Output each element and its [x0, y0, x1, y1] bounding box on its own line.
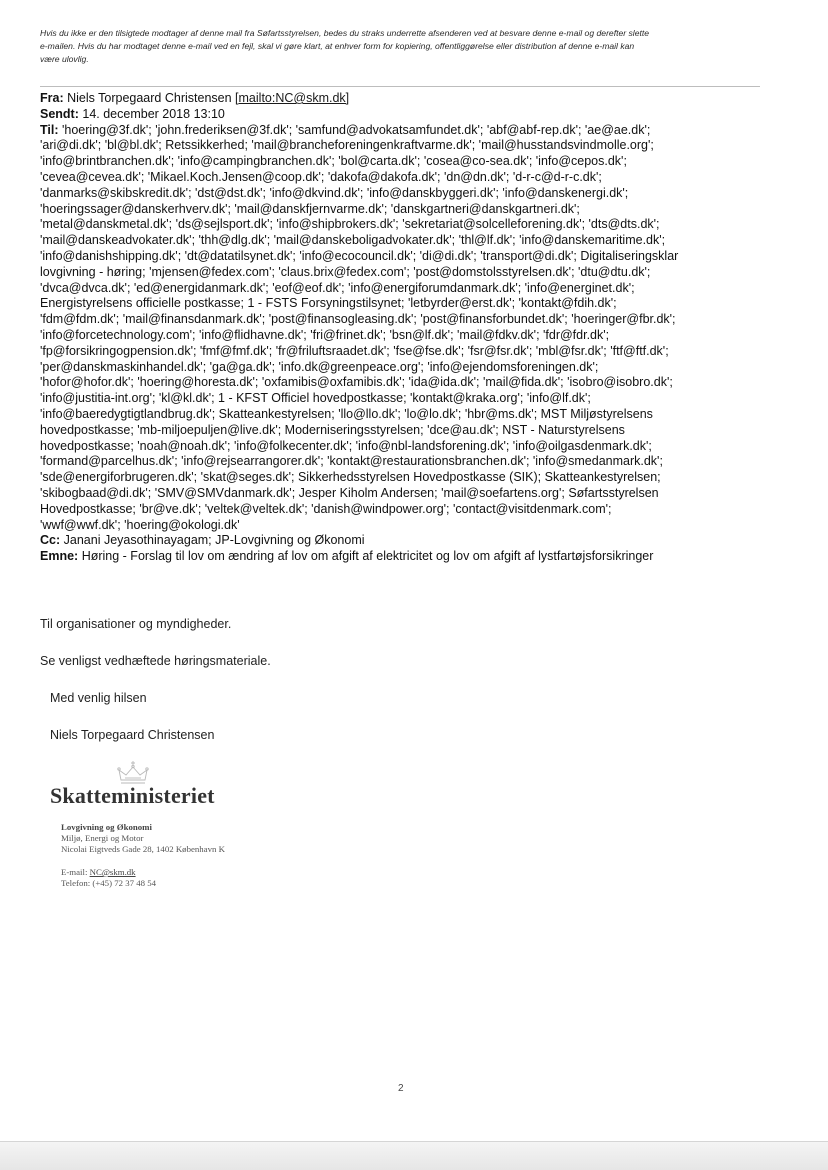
- to-line: 'info@justitia-int.org'; 'kl@kl.dk'; 1 - KFST Officiel hovedpostkasse; 'kontakt@kraka.org'; 'info@lf.dk';: [40, 391, 591, 406]
- signer-name: Niels Torpegaard Christensen: [50, 728, 215, 742]
- header-divider: [40, 86, 760, 87]
- from-label: Fra:: [40, 91, 64, 105]
- to-line: 'hofor@hofor.dk'; 'hoering@horesta.dk'; 'oxfamibis@oxfamibis.dk'; 'ida@ida.dk'; 'mail@fida.dk'; 'isobro@isobro.dk';: [40, 375, 673, 390]
- disclaimer-line: være ulovlig.: [40, 54, 89, 64]
- email-link[interactable]: NC@skm.dk: [89, 867, 136, 877]
- from-name: Niels Torpegaard Christensen: [67, 91, 232, 105]
- address: Nicolai Eigtveds Gade 28, 1402 København K: [61, 844, 225, 854]
- from-mailto-link[interactable]: [mailto:NC@skm.dk]: [235, 91, 350, 105]
- phone-label: Telefon:: [61, 878, 91, 888]
- subject-value: Høring - Forslag til lov om ændring af lov om afgift af elektricitet og lov om afgift af lystfartøjsforsikringer: [81, 549, 654, 564]
- to-line: Hovedpostkasse; 'br@ve.dk'; 'veltek@veltek.dk'; 'danish@windpower.org'; 'contact@visitdenmark.com';: [40, 501, 612, 516]
- disclaimer-line: Hvis du ikke er den tilsigtede modtager af denne mail fra Søfartsstyrelsen, bedes du straks underrette afsenderen ved at besvare denne e-mail og derefter slette: [40, 28, 650, 38]
- message: Se venligst vedhæftede høringsmateriale.: [40, 654, 271, 668]
- greeting: Til organisationer og myndigheder.: [40, 617, 232, 631]
- to-line: 'ari@di.dk'; 'bl@bl.dk'; Retssikkerhed; 'mail@brancheforeningenkraftvarme.dk'; 'mail@husstandsvindmolle.org';: [40, 138, 654, 153]
- to-line: hovedpostkasse; 'noah@noah.dk'; 'info@folkecenter.dk'; 'info@nbl-landsforening.dk'; 'info@oilgasdenmark.dk';: [40, 438, 652, 453]
- to-line: 'mail@danskeadvokater.dk'; 'thh@dlg.dk'; 'mail@danskeboligadvokater.dk'; 'thl@lf.dk'; 'info@danskemaritime.dk';: [40, 233, 666, 248]
- page-number: 2: [398, 1083, 404, 1094]
- to-line: 'skibogbaad@di.dk'; 'SMV@SMVdanmark.dk'; Jesper Kiholm Andersen; 'mail@soefartens.org'; Søfartsstyrelsen: [40, 485, 659, 500]
- disclaimer: [40, 27, 768, 66]
- from-row: [40, 91, 764, 107]
- to-line: 'hoeringssager@danskerhverv.dk'; 'mail@danskfjernvarme.dk'; 'danskgartneri@danskgartneri.dk';: [40, 201, 580, 216]
- to-line: hovedpostkasse; 'mb-miljoepuljen@live.dk'; Moderniseringsstyrelsen; 'dce@au.dk'; NST - Naturstyrelsens: [40, 422, 625, 437]
- email-label: E-mail:: [61, 867, 88, 877]
- sent-value: 14. december 2018 13:10: [82, 106, 225, 121]
- page-bottom-edge: [0, 1141, 828, 1170]
- to-recipients: [40, 123, 764, 534]
- to-line: 'info@brintbranchen.dk'; 'info@campingbranchen.dk'; 'bol@carta.dk'; 'cosea@co-sea.dk'; 'info@cepos.dk';: [40, 154, 627, 169]
- to-line: 'dvca@dvca.dk'; 'ed@energidanmark.dk'; 'eof@eof.dk'; 'info@energiforumdanmark.dk'; 'info@energinet.dk';: [40, 280, 635, 295]
- to-line: Energistyrelsens officielle postkasse; 1 - FSTS Forsyningstilsynet; 'letbyrder@erst.dk'; 'kontakt@fdih.dk';: [40, 296, 617, 311]
- to-line: 'cevea@cevea.dk'; 'Mikael.Koch.Jensen@coop.dk'; 'dakofa@dakofa.dk'; 'dn@dn.dk'; 'd-r-c@d-r-c.dk';: [40, 169, 602, 184]
- to-line: [40, 123, 764, 139]
- closing: Med venlig hilsen: [50, 691, 147, 705]
- to-label: Til:: [40, 122, 59, 137]
- email-header: [40, 91, 764, 565]
- sent-label: Sendt:: [40, 106, 79, 121]
- cc-value: Janani Jeyasothinayagam; JP-Lovgivning og Økonomi: [63, 533, 365, 548]
- to-line: 'info@forcetechnology.com'; 'info@flidhavne.dk'; 'fri@frinet.dk'; 'bsn@lf.dk'; 'mail@fdkv.dk'; 'fdr@fdr.dk';: [40, 327, 610, 342]
- disclaimer-line: e-mailen. Hvis du har modtaget denne e-mail ved en fejl, skal vi gøre klart, at enhver form for kopiering, offentliggørelse eller distribution af denne e-mail kan: [40, 41, 635, 51]
- to-line: 'per@danskmaskinhandel.dk'; 'ga@ga.dk'; 'info.dk@greenpeace.org'; 'info@ejendomsforeningen.dk';: [40, 359, 599, 374]
- to-line: 'metal@danskmetal.dk'; 'ds@sejlsport.dk'; 'info@shipbrokers.dk'; 'sekretariat@solcelleforening.dk'; 'dts@dts.dk';: [40, 217, 660, 232]
- to-line: 'danmarks@skibskredit.dk'; 'dst@dst.dk'; 'info@dkvind.dk'; 'info@danskbyggeri.dk'; 'info@danskenergi.dk';: [40, 185, 629, 200]
- to-line: 'formand@parcelhus.dk'; 'info@rejsearrangorer.dk'; 'kontakt@restaurationsbranchen.dk'; 'info@smedanmark.dk';: [40, 454, 663, 469]
- to-line: 'fp@forsikringogpension.dk'; 'fmf@fmf.dk'; 'fr@friluftsraadet.dk'; 'fse@fse.dk'; 'fsr@fsr.dk'; 'mbl@fsr.dk'; 'ftf@ftf.dk';: [40, 343, 669, 358]
- unit: Miljø, Energi og Motor: [61, 833, 144, 843]
- sent-row: [40, 107, 764, 123]
- department: Lovgivning og Økonomi: [61, 822, 152, 832]
- to-line: lovgivning - høring; 'mjensen@fedex.com'; 'claus.brix@fedex.com'; 'post@domstolsstyrelsen.dk'; 'dtu@dtu.dk';: [40, 264, 651, 279]
- phone-value: (+45) 72 37 48 54: [92, 878, 156, 888]
- to-line: 'info@baeredygtigtlandbrug.dk'; Skatteankestyrelsen; 'llo@llo.dk'; 'lo@lo.dk'; 'hbr@ms.dk'; MST Miljøstyrelsens: [40, 406, 653, 421]
- cc-row: [40, 533, 764, 549]
- phone-row: [61, 878, 225, 889]
- cc-label: Cc:: [40, 533, 61, 548]
- to-line: 'wwf@wwf.dk'; 'hoering@okologi.dk': [40, 517, 240, 532]
- ministry-logo-text: Skatteministeriet: [50, 783, 215, 808]
- to-line: 'fdm@fdm.dk'; 'mail@finansdanmark.dk'; 'post@finansogleasing.dk'; 'post@finansforbundet.dk'; 'hoeringer@fbr.dk';: [40, 312, 676, 327]
- to-line: 'sde@energiforbrugeren.dk'; 'skat@seges.dk'; Sikkerhedsstyrelsen Hovedpostkasse (SIK); Skatteankestyrelsen;: [40, 470, 661, 485]
- signature-block: [61, 822, 225, 889]
- email-row: [61, 867, 225, 878]
- to-line: 'info@danishshipping.dk'; 'dt@datatilsynet.dk'; 'info@ecocouncil.dk'; 'di@di.dk'; 'transport@di.dk'; Digitaliseringsklar: [40, 248, 679, 263]
- to-line-text: 'hoering@3f.dk'; 'john.frederiksen@3f.dk'; 'samfund@advokatsamfundet.dk'; 'abf@abf-rep.dk'; 'ae@ae.dk';: [62, 122, 651, 137]
- subject-row: [40, 549, 764, 565]
- subject-label: Emne:: [40, 549, 79, 564]
